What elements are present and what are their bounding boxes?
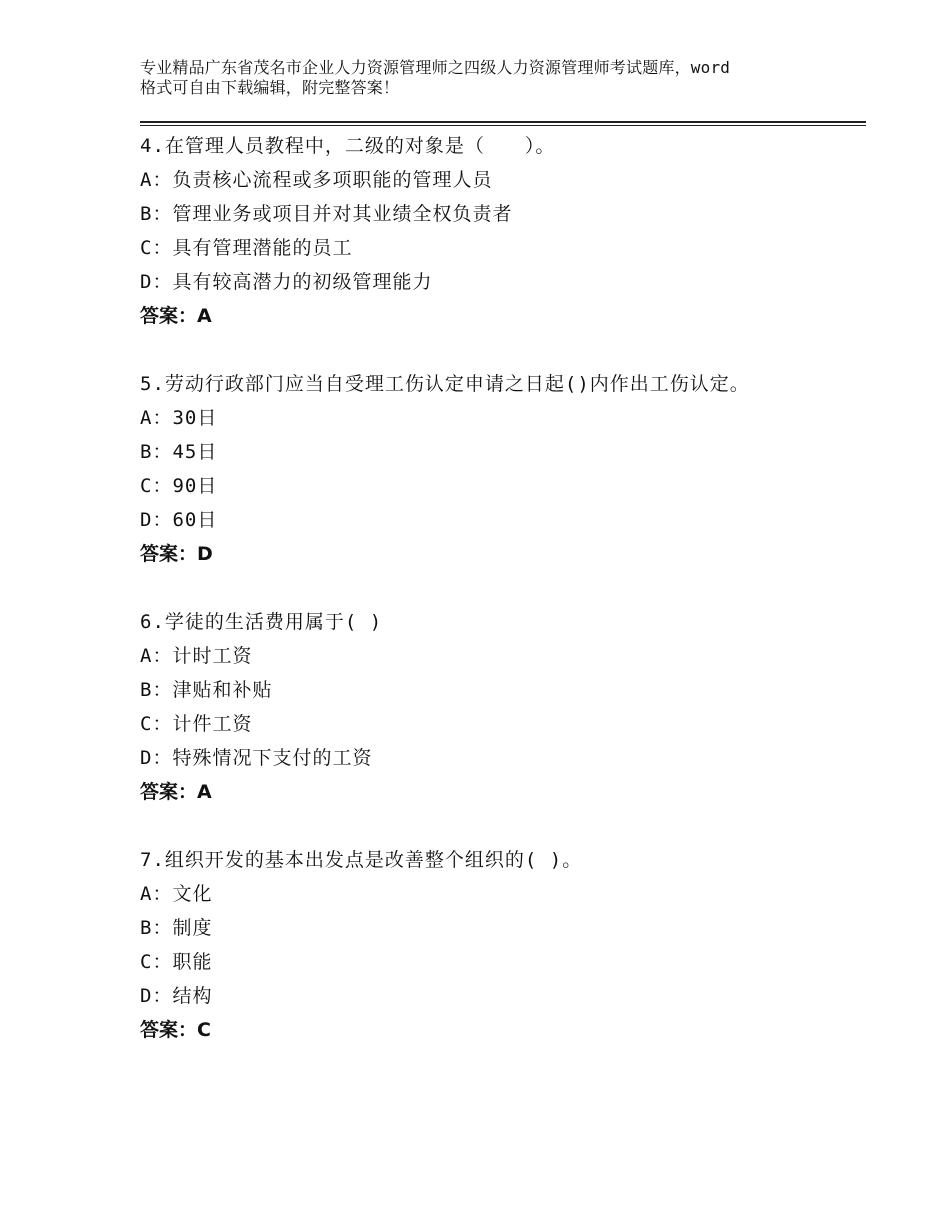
option-a: A：计时工资 — [140, 645, 253, 667]
option-d: D：结构 — [140, 985, 213, 1007]
header-divider-thin — [140, 125, 866, 126]
question-5 — [140, 367, 860, 571]
option-d: D：60日 — [140, 509, 218, 531]
question-text: 7.组织开发的基本出发点是改善整个组织的( )。 — [140, 849, 583, 871]
option-c: C：计件工资 — [140, 713, 253, 735]
option-b: B：45日 — [140, 441, 218, 463]
option-a: A：30日 — [140, 407, 218, 429]
option-c: C：具有管理潜能的员工 — [140, 237, 353, 259]
question-text: 5.劳动行政部门应当自受理工伤认定申请之日起()内作出工伤认定。 — [140, 373, 750, 395]
question-6 — [140, 605, 860, 809]
question-text: 4.在管理人员教程中，二级的对象是（ ）。 — [140, 135, 556, 157]
option-a: A：文化 — [140, 883, 213, 905]
option-a: A：负责核心流程或多项职能的管理人员 — [140, 169, 493, 191]
option-c: C：职能 — [140, 951, 213, 973]
question-7 — [140, 843, 860, 1047]
answer: 答案：C — [140, 1019, 211, 1041]
option-d: D：特殊情况下支付的工资 — [140, 747, 373, 769]
header-divider-thick — [140, 121, 866, 123]
answer: 答案：A — [140, 305, 212, 327]
question-4 — [140, 129, 860, 333]
document-header — [140, 58, 840, 98]
header-line-1: 专业精品广东省茂名市企业人力资源管理师之四级人力资源管理师考试题库，word — [140, 58, 731, 77]
header-line-2: 格式可自由下载编辑，附完整答案！ — [140, 78, 400, 97]
question-list — [140, 129, 860, 1081]
question-text: 6.学徒的生活费用属于( ) — [140, 611, 383, 633]
option-b: B：制度 — [140, 917, 213, 939]
answer: 答案：A — [140, 781, 212, 803]
option-b: B：管理业务或项目并对其业绩全权负责者 — [140, 203, 513, 225]
option-d: D：具有较高潜力的初级管理能力 — [140, 271, 433, 293]
answer: 答案：D — [140, 543, 213, 565]
option-c: C：90日 — [140, 475, 218, 497]
option-b: B：津贴和补贴 — [140, 679, 273, 701]
